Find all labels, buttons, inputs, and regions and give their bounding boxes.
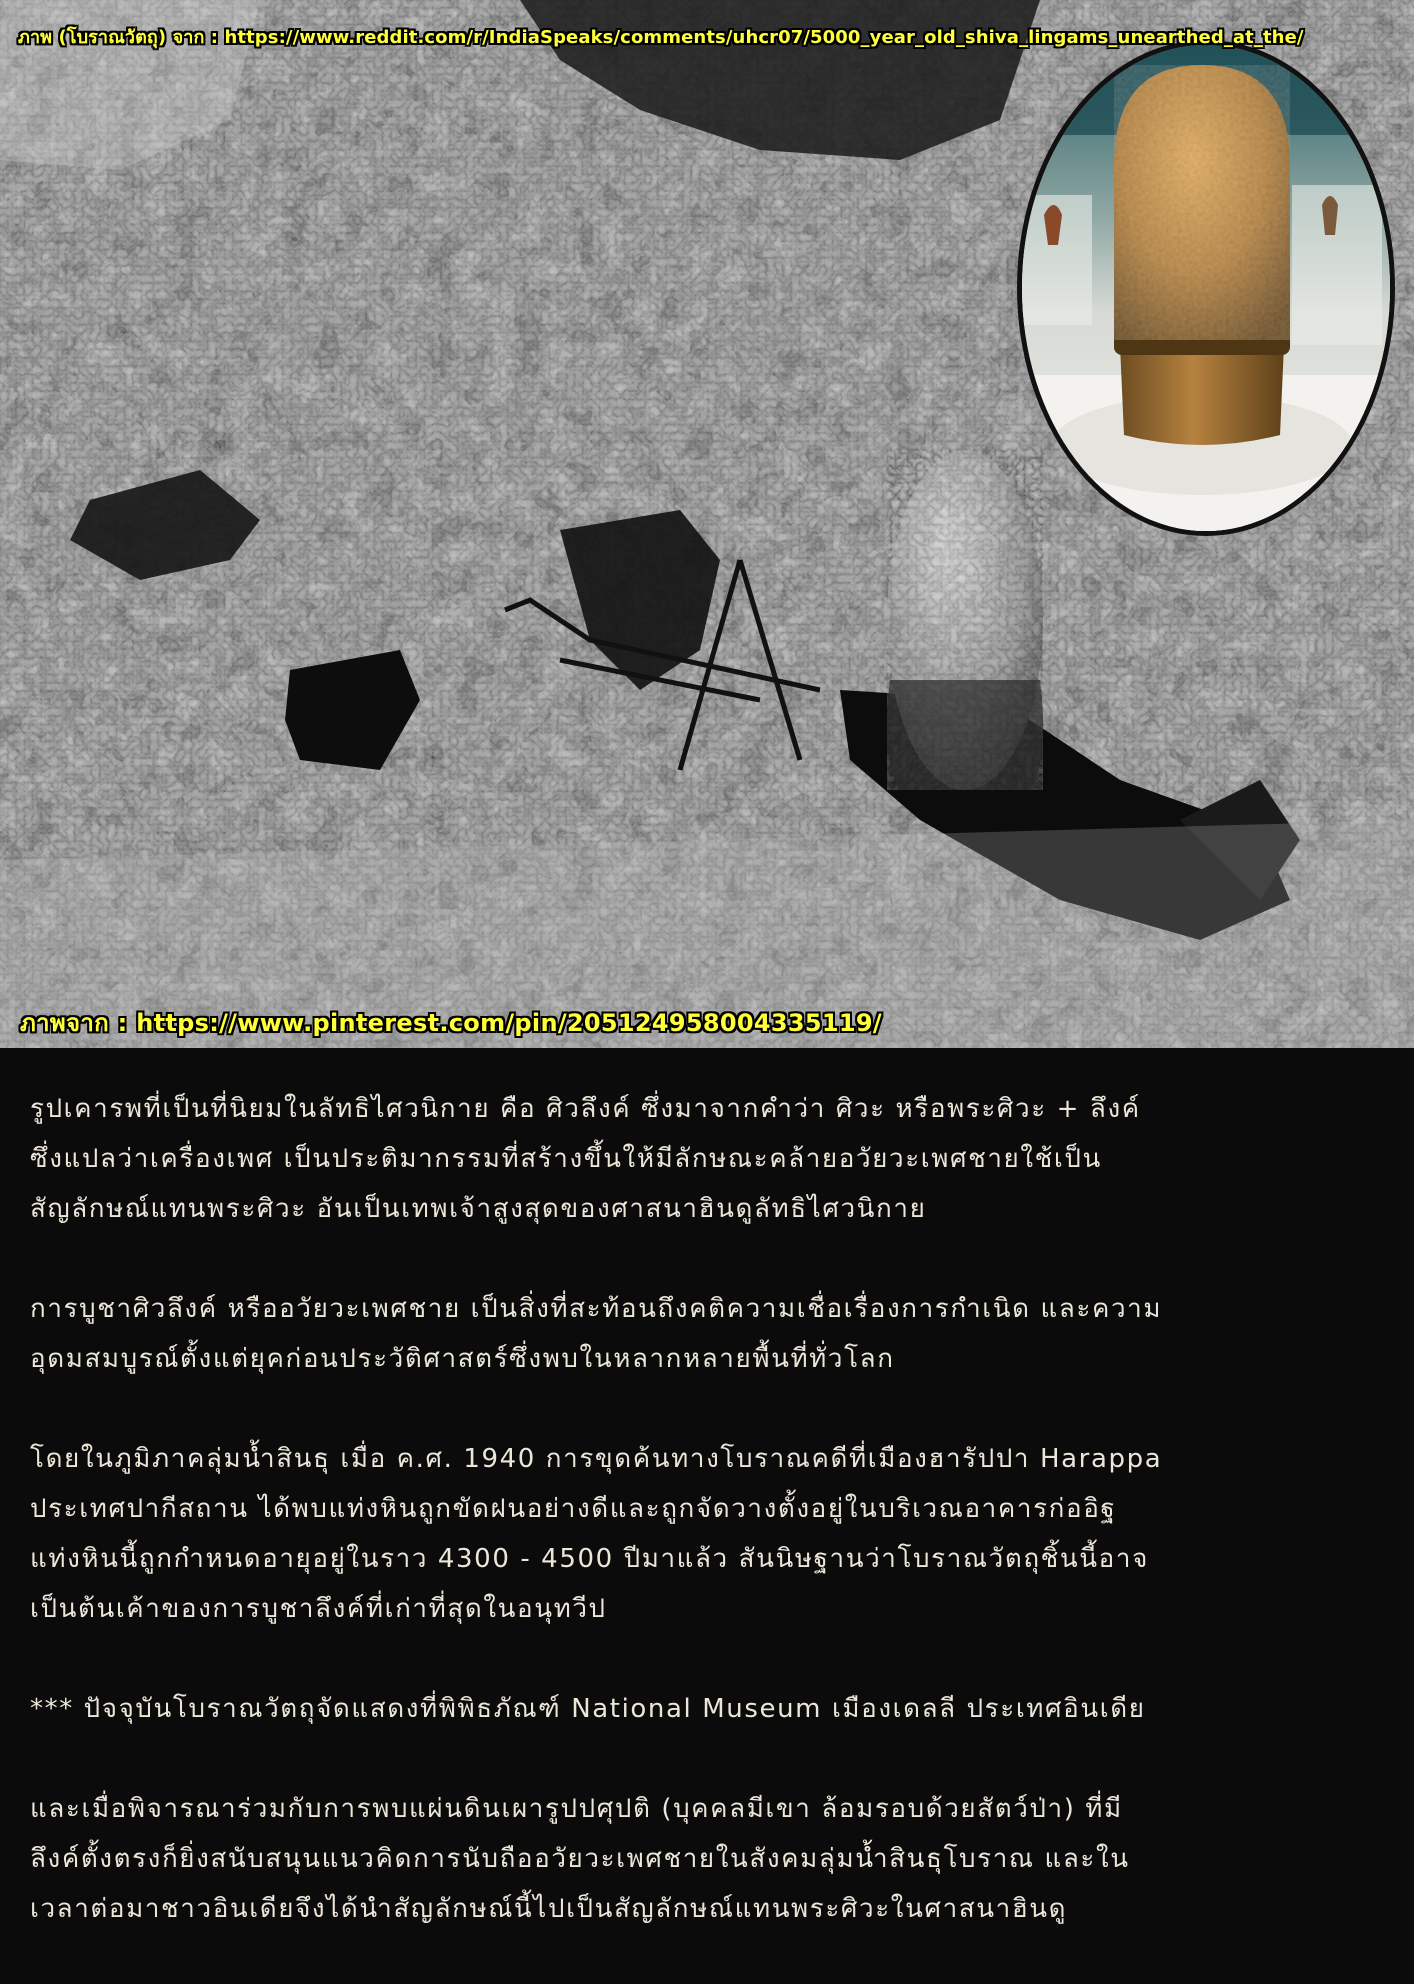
text-line: ประเทศปากีสถาน ได้พบแท่งหินถูกขัดฝนอย่างดีและถูกจัดวางตั้งอยู่ในบริเวณอาคารก่ออิฐ bbox=[30, 1494, 1117, 1524]
text-line: เวลาต่อมาชาวอินเดียจึงได้นำสัญลักษณ์นี้ไปเป็นสัญลักษณ์แทนพระศิวะในศาสนาฮินดู bbox=[30, 1894, 1068, 1924]
text-line: อุดมสมบูรณ์ตั้งแต่ยุคก่อนประวัติศาสตร์ซึ่งพบในหลากหลายพื้นที่ทั่วโลก bbox=[30, 1344, 895, 1374]
paragraph-museum-note bbox=[30, 1684, 1390, 1734]
text-line: การบูชาศิวลึงค์ หรืออวัยวะเพศชาย เป็นสิ่งที่สะท้อนถึงคติความเชื่อเรื่องการกำเนิด และความ bbox=[30, 1294, 1163, 1324]
text-line: ซึ่งแปลว่าเครื่องเพศ เป็นประติมากรรมที่สร้างขึ้นให้มีลักษณะคล้ายอวัยวะเพศชายใช้เป็น bbox=[30, 1144, 1102, 1174]
text-line: โดยในภูมิภาคลุ่มน้ำสินธุ เมื่อ ค.ศ. 1940 การขุดค้นทางโบราณคดีที่เมืองฮารัปปา Harappa bbox=[30, 1444, 1163, 1474]
paragraph-pashupati bbox=[30, 1784, 1390, 1934]
text-line: รูปเคารพที่เป็นที่นิยมในลัทธิไศวนิกาย คือ ศิวลึงค์ ซึ่งมาจากคำว่า ศิวะ หรือพระศิวะ + ลึงค์ bbox=[30, 1094, 1141, 1124]
image-credit-bottom: ภาพจาก : https://www.pinterest.com/pin/205124958004335119/ bbox=[20, 1009, 882, 1037]
text-line: ลึงค์ตั้งตรงก็ยิ่งสนับสนุนแนวคิดการนับถืออวัยวะเพศชายในสังคมลุ่มน้ำสินธุโบราณ และใน bbox=[30, 1844, 1130, 1874]
museum-lingam-inset-photo bbox=[1017, 40, 1395, 536]
text-line: แท่งหินนี้ถูกกำหนดอายุอยู่ในราว 4300 - 4500 ปีมาแล้ว สันนิษฐานว่าโบราณวัตถุชิ้นนี้อาจ bbox=[30, 1544, 1149, 1574]
text-line: สัญลักษณ์แทนพระศิวะ อันเป็นเทพเจ้าสูงสุดของศาสนาฮินดูลัทธิไศวนิกาย bbox=[30, 1194, 927, 1224]
paragraph-harappa bbox=[30, 1434, 1390, 1634]
museum-lingam-illustration bbox=[1022, 45, 1390, 531]
text-line: *** ปัจจุบันโบราณวัตถุจัดแสดงที่พิพิธภัณฑ์ National Museum เมืองเดลลี ประเทศอินเดีย bbox=[30, 1694, 1146, 1724]
text-line: เป็นต้นเค้าของการบูชาลึงค์ที่เก่าที่สุดในอนุทวีป bbox=[30, 1594, 607, 1624]
image-credit-top: ภาพ (โบราณวัตถุ) จาก : https://www.reddit.com/r/IndiaSpeaks/comments/uhcr07/5000_year_old_shiva_lingams_unearthed_at_the/ bbox=[18, 27, 1304, 48]
article-body bbox=[30, 1084, 1390, 1984]
paragraph-definition bbox=[30, 1084, 1390, 1234]
paragraph-worship bbox=[30, 1284, 1390, 1384]
text-line: และเมื่อพิจารณาร่วมกับการพบแผ่นดินเผารูปปศุปติ (บุคคลมีเขา ล้อมรอบด้วยสัตว์ป่า) ที่มี bbox=[30, 1794, 1123, 1824]
